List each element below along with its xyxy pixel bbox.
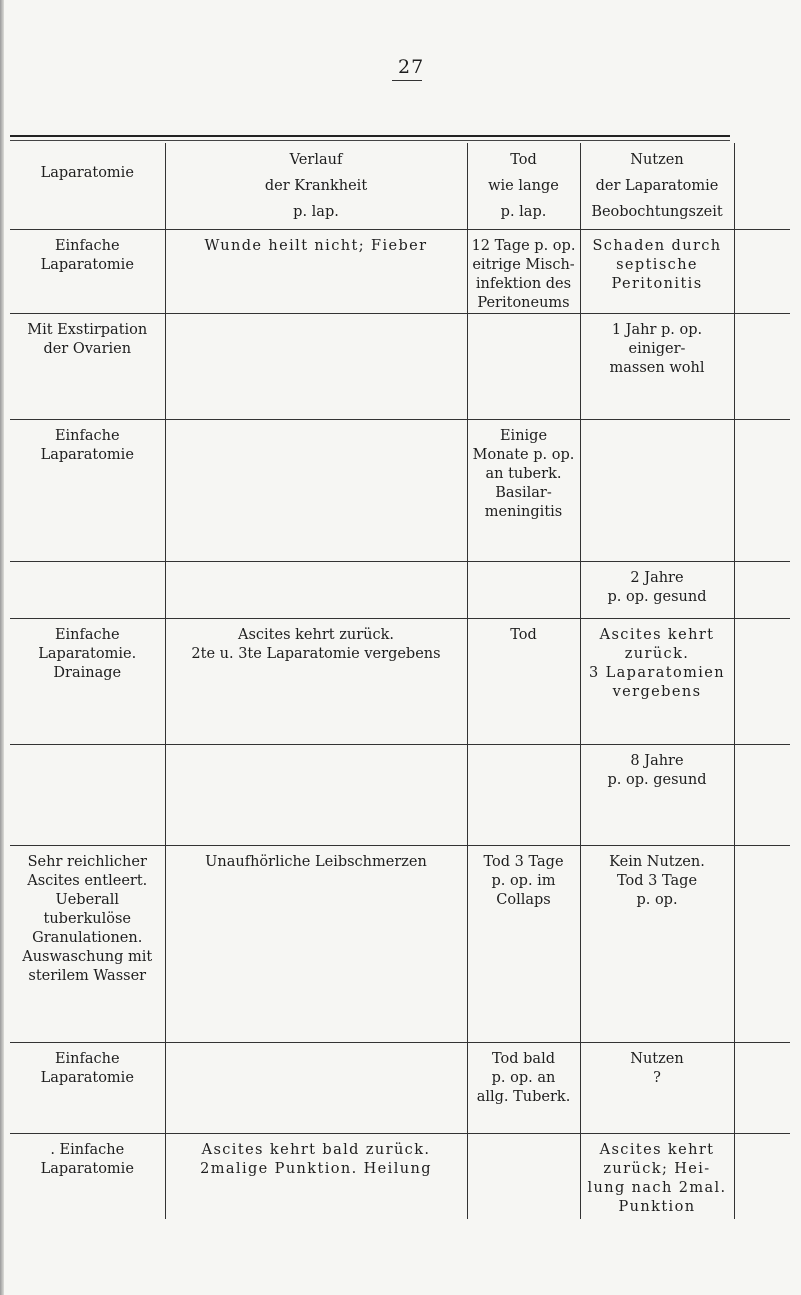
- cell-verlauf: [165, 561, 467, 618]
- case-table: [10, 143, 790, 1219]
- cell-empty: [734, 845, 790, 1042]
- cell-tod: [467, 561, 580, 618]
- header-tod: Tod wie lange p. lap.: [467, 143, 580, 229]
- table-row: [10, 419, 790, 561]
- cell-empty: [734, 1133, 790, 1219]
- cell-laparatomie: Sehr reichlicher Ascites entleert. Ueberall tuberkulöse Granulationen. Auswaschung mit sterilem Wasser: [10, 845, 165, 1042]
- table-header-row: [10, 143, 790, 229]
- page-number-rule: [392, 80, 422, 81]
- cell-tod: Tod 3 Tage p. op. im Collaps: [467, 845, 580, 1042]
- table-row: [10, 1042, 790, 1133]
- cell-verlauf: Wunde heilt nicht; Fieber: [165, 229, 467, 313]
- cell-nutzen: Kein Nutzen. Tod 3 Tage p. op.: [580, 845, 734, 1042]
- header-nutzen: Nutzen der Laparatomie Beobochtungszeit: [580, 143, 734, 229]
- cell-tod: Tod bald p. op. an allg. Tuberk.: [467, 1042, 580, 1133]
- cell-empty: [734, 561, 790, 618]
- cell-tod: Tod: [467, 618, 580, 744]
- cell-nutzen: Schaden durch septische Peritonitis: [580, 229, 734, 313]
- cell-laparatomie: Einfache Laparatomie: [10, 419, 165, 561]
- cell-verlauf: Ascites kehrt zurück. 2te u. 3te Laparatomie vergebens: [165, 618, 467, 744]
- cell-laparatomie: [10, 744, 165, 845]
- table-row: [10, 561, 790, 618]
- cell-laparatomie: Mit Exstirpation der Ovarien: [10, 313, 165, 419]
- cell-verlauf: [165, 313, 467, 419]
- cell-verlauf: [165, 744, 467, 845]
- cell-empty: [734, 618, 790, 744]
- table-row: [10, 618, 790, 744]
- table-row: [10, 1133, 790, 1219]
- cell-verlauf: [165, 419, 467, 561]
- table-top-rule: [10, 135, 730, 137]
- cell-empty: [734, 419, 790, 561]
- cell-nutzen: 2 Jahre p. op. gesund: [580, 561, 734, 618]
- cell-nutzen: 8 Jahre p. op. gesund: [580, 744, 734, 845]
- cell-tod: [467, 744, 580, 845]
- cell-tod: [467, 313, 580, 419]
- table-row: [10, 229, 790, 313]
- cell-nutzen: Nutzen ?: [580, 1042, 734, 1133]
- table-row: [10, 744, 790, 845]
- cell-laparatomie: [10, 561, 165, 618]
- cell-tod: [467, 1133, 580, 1219]
- cell-verlauf: Unaufhörliche Leibschmerzen: [165, 845, 467, 1042]
- cell-nutzen: Ascites kehrt zurück. 3 Laparatomien vergebens: [580, 618, 734, 744]
- cell-empty: [734, 1042, 790, 1133]
- cell-tod: 12 Tage p. op. eitrige Misch- infektion des Peritoneums: [467, 229, 580, 313]
- cell-laparatomie: Einfache Laparatomie. Drainage: [10, 618, 165, 744]
- header-laparatomie: Laparatomie: [40, 165, 134, 181]
- page-number: 27: [398, 56, 425, 78]
- cell-laparatomie: Einfache Laparatomie: [10, 1042, 165, 1133]
- cell-laparatomie: Einfache Laparatomie: [10, 229, 165, 313]
- table-top-rule-thin: [10, 140, 730, 141]
- header-empty: [734, 143, 790, 229]
- cell-laparatomie: . Einfache Laparatomie: [10, 1133, 165, 1219]
- cell-empty: [734, 744, 790, 845]
- header-verlauf: Verlauf der Krankheit p. lap.: [165, 143, 467, 229]
- cell-nutzen: [580, 419, 734, 561]
- cell-empty: [734, 313, 790, 419]
- table-row: [10, 313, 790, 419]
- cell-empty: [734, 229, 790, 313]
- cell-nutzen: Ascites kehrt zurück; Hei- lung nach 2mal. Punktion: [580, 1133, 734, 1219]
- table-row: [10, 845, 790, 1042]
- cell-nutzen: 1 Jahr p. op. einiger- massen wohl: [580, 313, 734, 419]
- page-edge-shadow: [0, 0, 4, 1295]
- cell-verlauf: [165, 1042, 467, 1133]
- cell-verlauf: Ascites kehrt bald zurück. 2malige Punktion. Heilung: [165, 1133, 467, 1219]
- cell-tod: Einige Monate p. op. an tuberk. Basilar- meningitis: [467, 419, 580, 561]
